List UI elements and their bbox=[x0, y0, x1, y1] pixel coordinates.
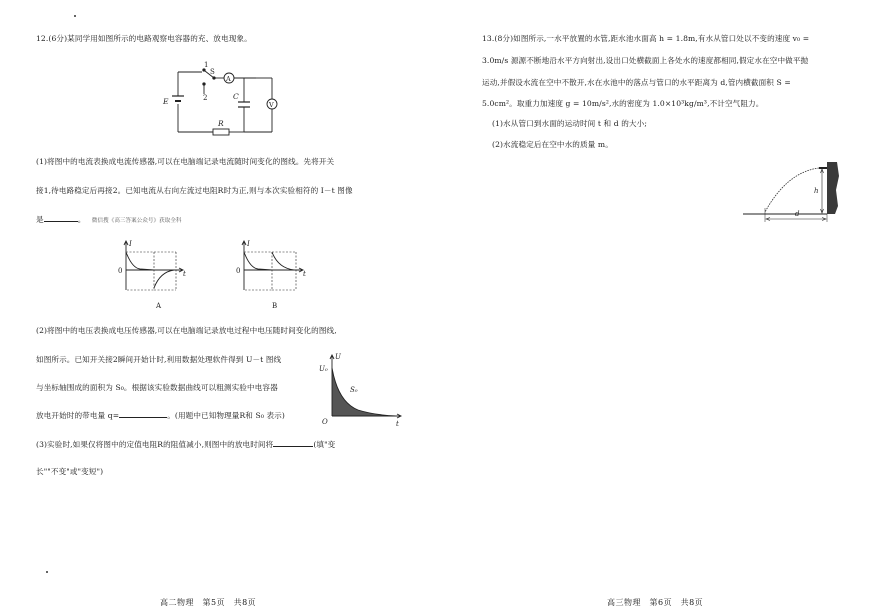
left-page-footer: 高二物理 第5页 共8页 bbox=[160, 598, 257, 607]
q12-part1-line1: (1)将图中的电流表换成电流传感器,可以在电脑端记录电流随时间变化的图线。先将开关 bbox=[36, 157, 335, 166]
graph-a-caption: A bbox=[156, 302, 162, 310]
q13-line1: 13.(8分)如图所示,一水平放置的水管,距水池水面高 h = 1.8m,有水从管口处以不变的速度 v₀ = bbox=[482, 34, 810, 43]
pipe-figure-h-label: h bbox=[814, 187, 819, 195]
graph-b-caption: B bbox=[272, 302, 278, 310]
q13-line4: 5.0cm²。取重力加速度 g = 10m/s²,水的密度为 1.0×10³kg/m³,不计空气阻力。 bbox=[482, 99, 764, 108]
u-t-graph-area-label: S₀ bbox=[350, 386, 358, 394]
answer-blank-3[interactable] bbox=[273, 446, 313, 447]
graph-a-axis-i: I bbox=[129, 240, 132, 248]
pipe-figure-d-label: d bbox=[795, 210, 800, 218]
q12-part3-suffix: (填"变 bbox=[313, 440, 336, 449]
graph-b-origin: 0 bbox=[236, 267, 241, 275]
u-t-graph-axis-u: U bbox=[335, 353, 341, 361]
graph-b bbox=[232, 238, 312, 310]
watermark-text: 微信搜《高三答案公众号》获取全科 bbox=[91, 218, 182, 224]
voltmeter-label: V bbox=[269, 101, 274, 109]
q13-sub1: (1)水从管口到水面的运动时间 t 和 d 的大小; bbox=[492, 119, 647, 128]
switch-label: S bbox=[210, 68, 215, 76]
q12-part1-suffix: 。 bbox=[77, 215, 86, 224]
capacitor-label: C bbox=[233, 92, 239, 101]
scan-speck bbox=[74, 15, 76, 17]
battery-label: E bbox=[163, 97, 169, 106]
q12-part1-line2: 接1,待电路稳定后再接2。已知电流从右向左流过电阻R时为正,则与本次实验相符的 I－t 图像 bbox=[36, 186, 353, 195]
q13-line3: 运动,并假设水流在空中不散开,水在水池中的落点与管口的水平距离为 d,管内横截面积 S = bbox=[482, 78, 791, 87]
pipe-figure bbox=[743, 156, 855, 230]
q12-part3-line1 bbox=[36, 440, 335, 450]
right-page bbox=[435, 0, 870, 615]
scan-speck bbox=[46, 571, 48, 573]
q12-part2-line4 bbox=[36, 411, 285, 421]
q12-part1-prefix: 是 bbox=[36, 215, 44, 224]
circuit-diagram bbox=[160, 60, 290, 140]
q12-part3-prefix: (3)实验时,如果仅将图中的定值电阻R的阻值减小,则图中的放电时间将 bbox=[36, 440, 274, 449]
u-t-graph bbox=[314, 350, 404, 428]
answer-blank-1[interactable] bbox=[44, 221, 78, 222]
u-t-graph-origin: O bbox=[322, 418, 328, 426]
graph-a-axis-t: t bbox=[183, 270, 186, 278]
q12-heading: 12.(6分)某同学用如图所示的电路观察电容器的充、放电现象。 bbox=[36, 34, 252, 43]
graph-b-axis-i: I bbox=[247, 240, 250, 248]
ammeter-label: A bbox=[226, 75, 231, 83]
resistor-label: R bbox=[218, 119, 224, 128]
right-page-footer: 高三物理 第6页 共8页 bbox=[607, 598, 704, 607]
q12-part2-suffix: 。(用题中已知物理量R和 S₀ 表示) bbox=[167, 411, 285, 420]
q12-part2-line1: (2)将图中的电压表换成电压传感器,可以在电脑端记录放电过程中电压随时间变化的图线, bbox=[36, 326, 337, 335]
switch-contact-2: 2 bbox=[203, 94, 208, 102]
q12-part3-line2: 长""不变"或"变短") bbox=[36, 467, 104, 476]
switch-contact-1: 1 bbox=[204, 61, 209, 69]
q12-part2-line2: 如图所示。已知开关接2瞬间开始计时,利用数据处理软件得到 U－t 图线 bbox=[36, 355, 282, 364]
u-t-graph-axis-t: t bbox=[396, 420, 399, 428]
graph-a bbox=[114, 238, 192, 310]
answer-blank-2[interactable] bbox=[119, 417, 167, 418]
u-t-graph-u0: U₀ bbox=[319, 365, 328, 373]
graph-a-origin: 0 bbox=[118, 267, 123, 275]
q13-sub2: (2)水流稳定后在空中水的质量 m。 bbox=[492, 140, 613, 149]
q12-part2-line3: 与坐标轴围成的面积为 S₀。根据该实验数据曲线可以粗测实验中电容器 bbox=[36, 383, 278, 392]
q13-line2: 3.0m/s 源源不断地沿水平方向射出,设出口处横截面上各处水的速度都相同,假定水在空中做平抛 bbox=[482, 56, 809, 65]
q12-part2-prefix: 放电开始时的带电量 q= bbox=[36, 411, 120, 420]
graph-b-axis-t: t bbox=[303, 270, 306, 278]
q12-part1-line3 bbox=[36, 215, 182, 226]
